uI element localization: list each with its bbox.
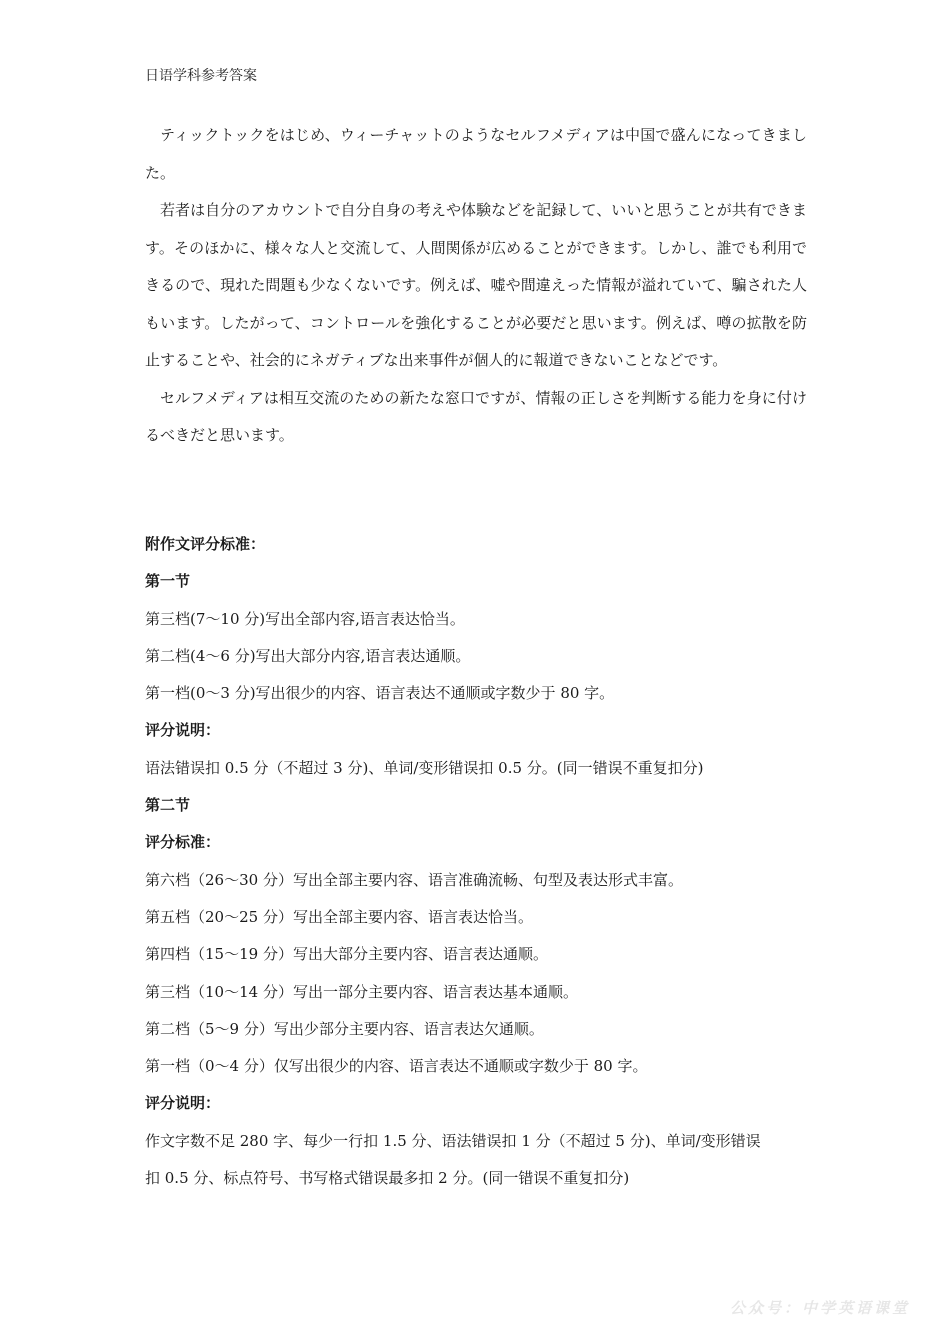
section2-criteria-title: 评分标准： bbox=[145, 833, 221, 852]
section1-level: 第三档(7～10 分)写出全部内容,语言表达恰当。 bbox=[145, 609, 465, 628]
section1-notes: 语法错误扣 0.5 分（不超过 3 分)、单词/变形错误扣 0.5 分。(同一错误不重复扣分) bbox=[145, 758, 704, 777]
essay-body bbox=[145, 117, 807, 455]
rubric-heading: 附作文评分标准： bbox=[145, 535, 266, 553]
section2-level: 第二档（5～9 分）写出少部分主要内容、语言表达欠通顺。 bbox=[145, 1019, 544, 1038]
section2-level: 第一档（0～4 分）仅写出很少的内容、语言表达不通顺或字数少于 80 字。 bbox=[145, 1057, 648, 1076]
section2-title: 第二节 bbox=[145, 796, 191, 815]
section2-notes-line: 扣 0.5 分、标点符号、书写格式错误最多扣 2 分。(同一错误不重复扣分) bbox=[145, 1169, 630, 1188]
essay-paragraph: セルフメディアは相互交流のための新たな窓口ですが、情報の正しさを判断する能力を身に付けるべきだと思います。 bbox=[145, 388, 807, 444]
page-header: 日语学科参考答案 bbox=[145, 68, 257, 84]
section1-level: 第二档(4～6 分)写出大部分内容,语言表达通顺。 bbox=[145, 646, 471, 665]
watermark: 公众号：中学英语课堂 bbox=[729, 1299, 910, 1317]
scoring-rubric bbox=[145, 526, 807, 1197]
section1-title: 第一节 bbox=[145, 572, 191, 591]
section2-notes-line: 作文字数不足 280 字、每少一行扣 1.5 分、语法错误扣 1 分（不超过 5 分)、单词/变形错误 bbox=[145, 1131, 761, 1150]
essay-paragraph: ティックトックをはじめ、ウィーチャットのようなセルフメディアは中国で盛んになってきました。 bbox=[145, 126, 807, 182]
section2-level: 第三档（10～14 分）写出一部分主要内容、语言表达基本通顺。 bbox=[145, 982, 578, 1001]
section2-level: 第四档（15～19 分）写出大部分主要内容、语言表达通顺。 bbox=[145, 945, 548, 964]
section2-level: 第六档（26～30 分）写出全部主要内容、语言准确流畅、句型及表达形式丰富。 bbox=[145, 870, 683, 889]
section1-notes-title: 评分说明： bbox=[145, 721, 221, 740]
essay-paragraph: 若者は自分のアカウントで自分自身の考えや体験などを記録して、いいと思うことが共有できます。そのほかに、様々な人と交流して、人間関係が広めることができます。しかし、誰でも利用できるので、現れた問題も少なくないです。例えば、嘘や間違えった情報が溢れていて、騙された人もいます。したがって、コントロールを強化することが必要だと思います。例えば、噂の拡散を防止することや、社会的にネガティブな出来事件が個人的に報道できないことなどです。 bbox=[145, 201, 807, 369]
section1-level: 第一档(0～3 分)写出很少的内容、语言表达不通顺或字数少于 80 字。 bbox=[145, 684, 615, 703]
section2-notes-title: 评分说明： bbox=[145, 1094, 221, 1113]
section2-level: 第五档（20～25 分）写出全部主要内容、语言表达恰当。 bbox=[145, 907, 533, 926]
